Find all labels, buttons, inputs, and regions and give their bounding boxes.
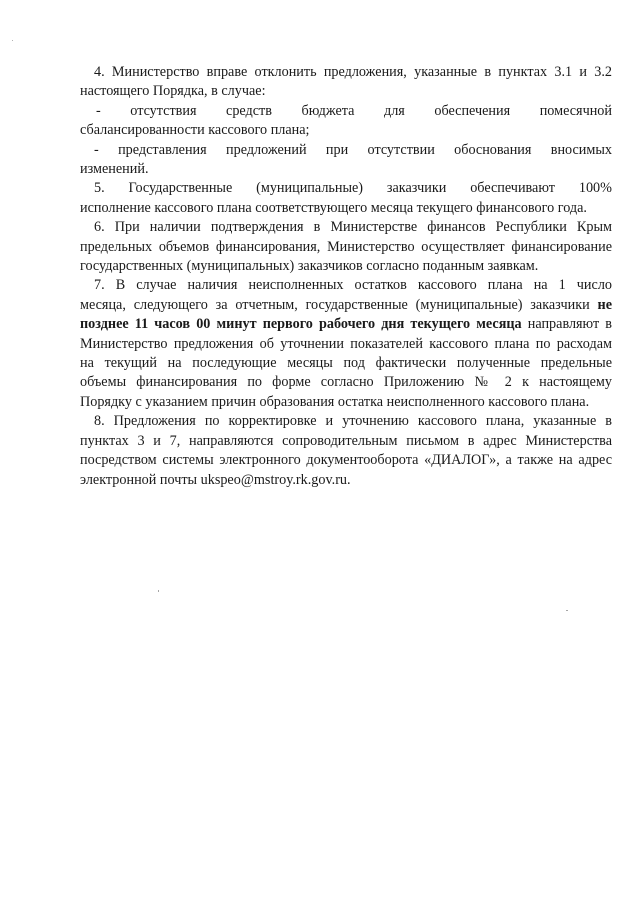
text-line: Порядку с указанием причин образования остатка неисполненного кассового плана. — [80, 393, 590, 410]
bullet-item-1 — [80, 102, 612, 141]
paragraph-4 — [80, 63, 612, 102]
word: отсутствия — [130, 102, 197, 119]
paragraph-7 — [80, 276, 612, 412]
text-line — [80, 296, 612, 315]
bullet-item-2 — [80, 141, 612, 180]
text-line: 8. Предложения по корректировке и уточнению кассового плана, указанные в — [94, 413, 612, 430]
text-line: государственных (муниципальных) заказчиков согласно поданным заявкам. — [80, 258, 539, 275]
word: 100% — [578, 180, 612, 197]
text-run: месяца, следующего за отчетным, государственные (муниципальные) заказчики — [80, 296, 598, 313]
emphasis-text: позднее 11 часов 00 минут первого рабочего дня текущего месяца — [80, 316, 522, 333]
text-line — [94, 179, 612, 198]
scan-speck — [12, 40, 13, 41]
text-line: объемы финансирования по форме согласно Приложению № 2 к настоящему — [80, 374, 612, 391]
text-line — [80, 315, 612, 334]
document-body — [80, 63, 612, 490]
email-address-line: электронной почты ukspeo@mstroy.rk.gov.ru. — [80, 471, 351, 488]
text-line — [94, 102, 612, 121]
text-line: на текущий на последующие месяцы под фактически полученные предельные — [80, 355, 612, 372]
scan-speck — [566, 610, 568, 611]
text-line: 7. В случае наличия неисполненных остатков кассового плана на 1 число — [94, 277, 612, 294]
text-line: - представления предложений при отсутствии обоснования вносимых — [94, 141, 612, 158]
text-line: сбалансированности кассового плана; — [80, 122, 310, 139]
text-line: посредством системы электронного документооборота «ДИАЛОГ», а также на адрес — [80, 452, 612, 469]
paragraph-5 — [80, 179, 612, 218]
text-line: пунктах 3 и 7, направляются сопроводительным письмом в адрес Министерства — [80, 432, 612, 449]
paragraph-8 — [80, 412, 612, 490]
text-line: Министерство предложения об уточнении показателей кассового плана по расходам — [80, 335, 612, 352]
word: (муниципальные) — [256, 180, 364, 197]
word: бюджета — [301, 102, 355, 119]
word: помесячной — [539, 102, 612, 119]
word: Государственные — [128, 180, 233, 197]
word: обеспечения — [434, 102, 511, 119]
text-run: направляют в — [521, 316, 612, 333]
paragraph-6 — [80, 218, 612, 276]
bullet-dash: - — [96, 102, 101, 119]
text-line: 6. При наличии подтверждения в Министерстве финансов Республики Крым — [94, 219, 612, 236]
text-line: настоящего Порядка, в случае: — [80, 83, 266, 100]
scan-speck — [158, 590, 159, 592]
text-line: исполнение кассового плана соответствующего месяца текущего финансового года. — [80, 199, 587, 216]
word: обеспечивают — [470, 180, 555, 197]
text-line: 4. Министерство вправе отклонить предложения, указанные в пунктах 3.1 и 3.2 — [94, 64, 612, 80]
emphasis-text: не — [597, 296, 612, 313]
word: для — [383, 102, 405, 119]
word: заказчики — [386, 180, 447, 197]
word: средств — [226, 102, 272, 119]
text-line: предельных объемов финансирования, Министерство осуществляет финансирование — [80, 238, 612, 255]
word: 5. — [94, 180, 105, 197]
text-line: изменений. — [80, 161, 149, 178]
